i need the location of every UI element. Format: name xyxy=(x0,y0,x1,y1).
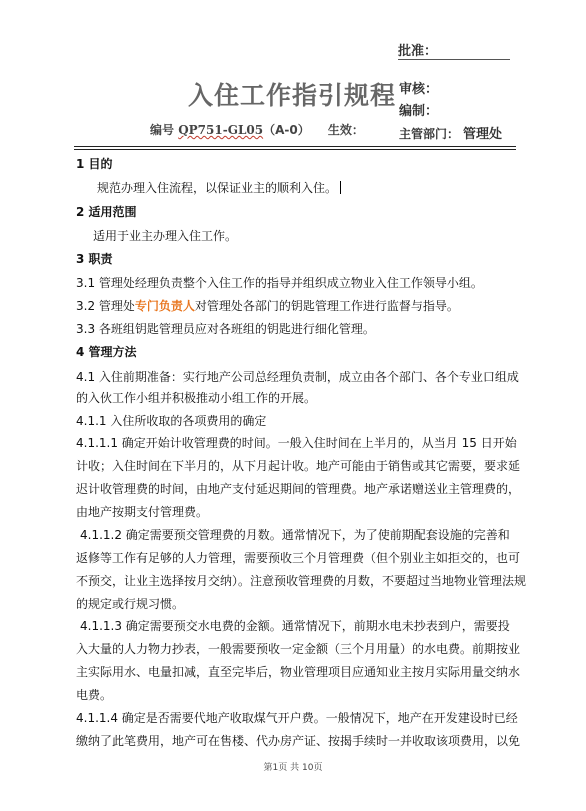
approval-signature-line xyxy=(398,59,510,60)
section-2-heading: 2 适用范围 xyxy=(76,205,137,219)
review-label: 审核： xyxy=(399,82,439,97)
para-4-1-1-4-line-1: 4.1.1.4 确定是否需要代地产收取煤气开户费。一般情况下，地产在开发建设时已经 xyxy=(76,711,518,725)
text-cursor xyxy=(340,181,341,194)
code-label: 编号 xyxy=(150,123,175,137)
section-3-heading: 3 职责 xyxy=(76,252,113,266)
para-4-1-line-1: 4.1 入住前期准备：实行地产公司总经理负责制，成立由各个部门、各个专业口组成 xyxy=(76,370,519,384)
department-field xyxy=(399,123,502,142)
approval-label: 批准： xyxy=(398,44,438,59)
para-4-1-1-3-line-3: 主实际用水、电量扣减，直至完毕后，物业管理项目应通知业主按月实际用量交纳水 xyxy=(76,665,521,679)
section-3-1: 3.1 管理处经理负责整个入住工作的指导并组织成立物业入住工作领导小组。 xyxy=(76,276,483,290)
para-4-1-1-2-line-3: 不预交，让业主选择按月交纳）。注意预收管理费的月数，不要超过当地物业管理法规 xyxy=(76,574,527,588)
compile-label: 编制： xyxy=(399,104,439,119)
para-4-1-1-4-line-2: 缴纳了此笔费用，地产可在售楼、代办房产证、按揭手续时一并收取该项费用，以免 xyxy=(76,734,521,748)
header-divider-bottom xyxy=(74,149,516,150)
para-4-1-1-2-line-1: 4.1.1.2 确定需要预交管理费的月数。通常情况下，为了使前期配套设施的完善和 xyxy=(80,528,510,542)
section-4-heading: 4 管理方法 xyxy=(76,345,137,359)
section-3-2 xyxy=(76,299,459,313)
para-4-1-1-3-line-1: 4.1.1.3 确定需要预交水电费的金额。通常情况下，前期水电未抄表到户，需要投 xyxy=(80,619,510,633)
section-1-text: 规范办理入住流程，以保证业主的顺利入住。 xyxy=(97,181,338,195)
code-number: QP751-GL05 xyxy=(178,123,264,137)
effective-label: 生效： xyxy=(327,123,364,137)
department-label: 主管部门： xyxy=(399,127,460,141)
para-4-1-1-2-line-4: 的规定或行规习惯。 xyxy=(76,597,185,611)
header-divider-top xyxy=(74,146,516,147)
section-3-2-suffix: 对管理处各部门的钥匙管理工作进行监督与指导。 xyxy=(194,299,459,313)
highlighted-text: 专门负责人 xyxy=(134,299,195,313)
document-title: 入住工作指引规程 xyxy=(188,81,397,110)
para-4-1-1-3-line-2: 入大量的人力物力抄表，一般需要预收一定金额（三个月用量）的水电费。前期按业 xyxy=(76,642,521,656)
page-footer: 第1页 共 10页 xyxy=(263,763,323,773)
para-4-1-1-1-line-3: 迟计收管理费的时间，由地产支付延迟期间的管理费。地产承诺赠送业主管理费的， xyxy=(76,482,521,496)
document-code xyxy=(150,121,364,138)
department-value: 管理处 xyxy=(463,127,503,142)
section-3-3: 3.3 各班组钥匙管理员应对各班组的钥匙进行细化管理。 xyxy=(76,322,375,336)
section-3-2-prefix: 3.2 管理处 xyxy=(76,299,135,313)
section-1-heading: 1 目的 xyxy=(76,157,113,171)
para-4-1-1-1-line-1: 4.1.1.1 确定开始计收管理费的时间。一般入住时间在上半月的，从当月 15 日开始 xyxy=(76,436,517,450)
para-4-1-line-2: 的入伙工作小组并积极推动小组工作的开展。 xyxy=(76,391,317,405)
section-2-body: 适用于业主办理入住工作。 xyxy=(93,229,238,243)
code-version: （A-0） xyxy=(263,123,310,137)
para-4-1-1: 4.1.1 入住所收取的各项费用的确定 xyxy=(76,414,267,428)
para-4-1-1-1-line-2: 计收；入住时间在下半月的，从下月起计收。地产可能由于销售或其它需要，要求延 xyxy=(76,459,521,473)
para-4-1-1-1-line-4: 由地产按期支付管理费。 xyxy=(76,505,209,519)
section-1-body[interactable] xyxy=(97,181,341,195)
para-4-1-1-2-line-2: 返修等工作有足够的人力管理，需要预收三个月管理费（但个别业主如拒交的，也可 xyxy=(76,551,521,565)
para-4-1-1-3-line-4: 电费。 xyxy=(76,688,113,702)
